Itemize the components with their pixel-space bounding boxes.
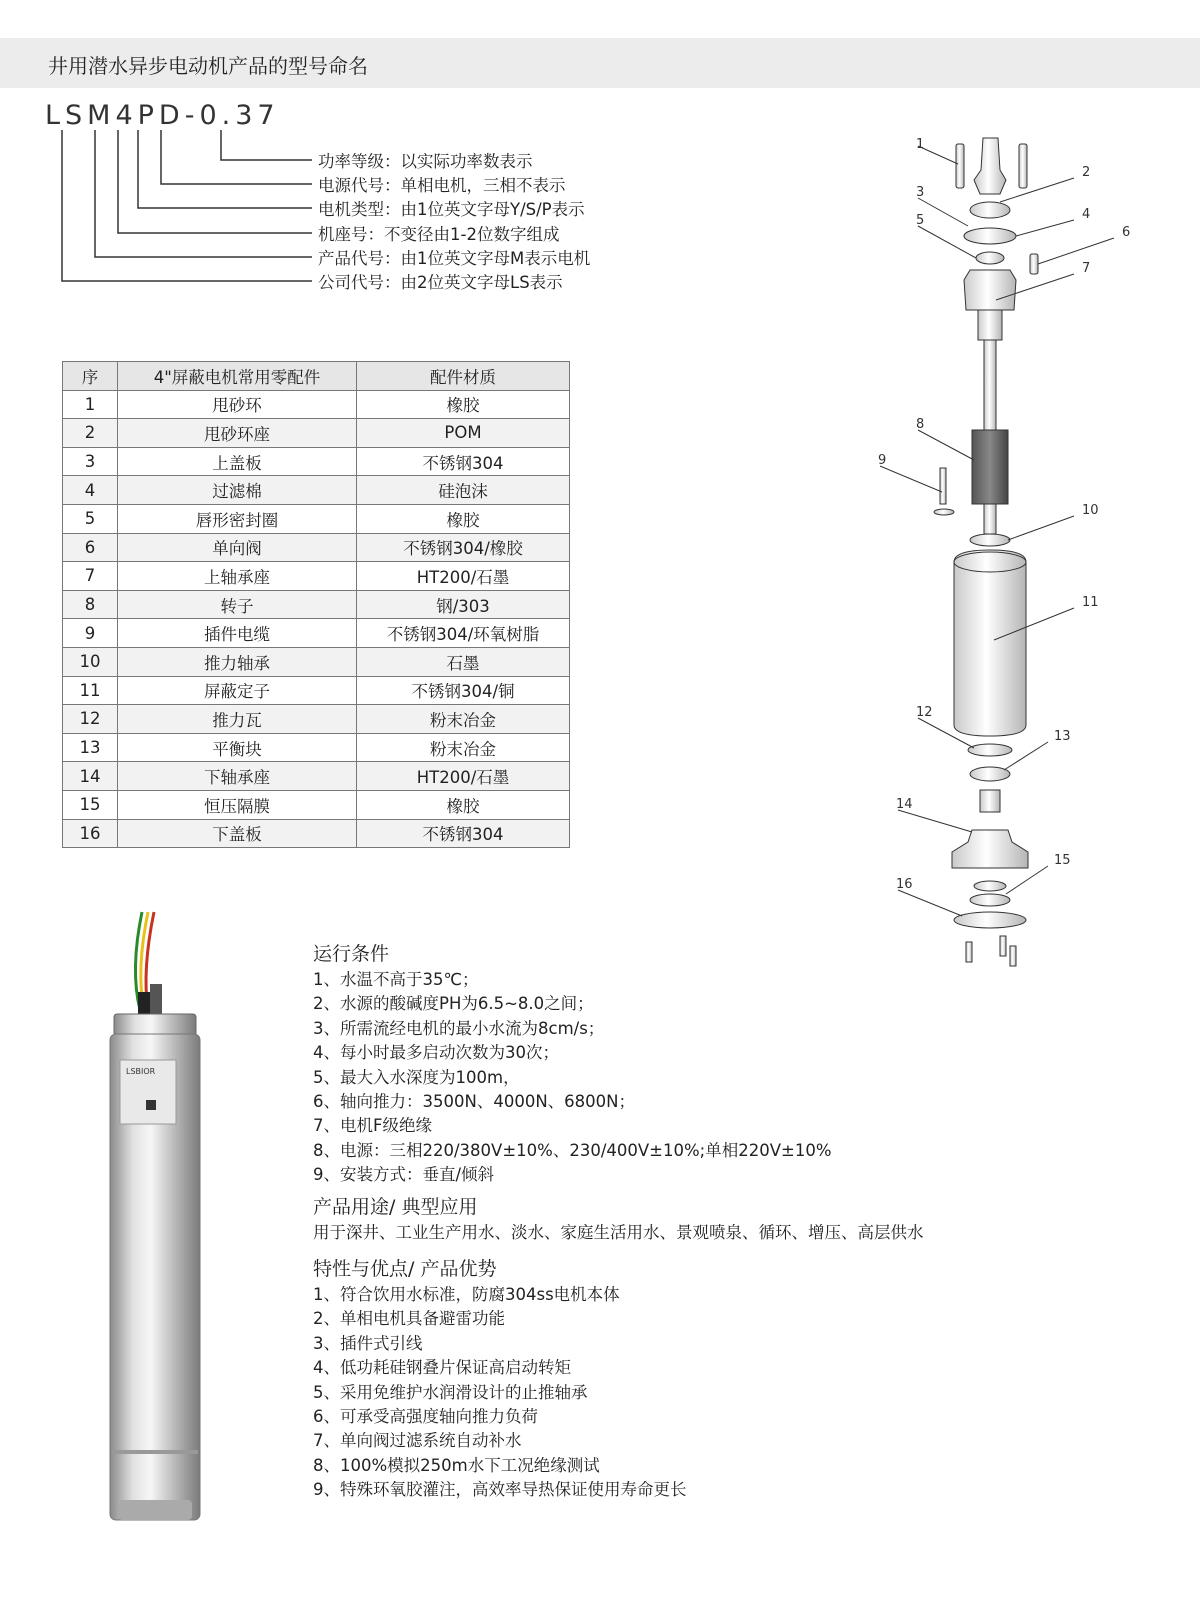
shaft	[984, 340, 996, 430]
part-name: 上盖板	[118, 447, 357, 476]
part-index: 8	[63, 590, 118, 619]
exploded-view-diagram	[878, 130, 1148, 990]
part-material: 橡胶	[357, 790, 570, 819]
list-item: 4、每小时最多启动次数为30次；	[313, 1043, 559, 1063]
part-number-label: 15	[1054, 853, 1071, 868]
model-code: LSM4PD-0.37	[45, 100, 280, 131]
cable-plug-top	[150, 984, 162, 1014]
part-index: 15	[63, 790, 118, 819]
part-number-label: 2	[1082, 165, 1091, 180]
list-item: 4、低功耗硅钢叠片保证高启动转矩	[313, 1358, 571, 1378]
part-index: 6	[63, 533, 118, 562]
part-material: POM	[357, 419, 570, 448]
applications-title: 产品用途/ 典型应用	[313, 1196, 478, 1218]
naming-bracket-lines	[0, 0, 320, 300]
rotor	[972, 430, 1008, 504]
part-name: 下轴承座	[118, 762, 357, 791]
part-material: 硅泡沫	[357, 476, 570, 505]
part-name: 恒压隔膜	[118, 790, 357, 819]
nameplate-brand: LSBIOR	[126, 1067, 156, 1076]
upper-bearing-sleeve	[978, 310, 1002, 340]
nameplate-qr	[146, 1100, 156, 1110]
list-item: 1、符合饮用水标准，防腐304ss电机本体	[313, 1285, 620, 1304]
naming-item-frame: 机座号：不变径由1-2位数字组成	[318, 225, 560, 244]
upper-bearing-seat	[964, 270, 1016, 310]
list-item: 9、安装方式：垂直/倾斜	[313, 1165, 495, 1185]
list-item: 3、所需流经电机的最小水流为8cm/s；	[313, 1018, 605, 1038]
table-row	[63, 676, 570, 705]
list-item: 8、电源：三相220/380V±10%、230/400V±10%;单相220V±10%	[313, 1140, 832, 1160]
naming-item-company: 公司代号：由2位英文字母LS表示	[318, 273, 563, 292]
table-row	[63, 819, 570, 848]
operating-conditions-list	[313, 968, 832, 1188]
part-name: 甩砂环	[118, 390, 357, 419]
bracket-frame	[118, 130, 312, 233]
header-material: 配件材质	[357, 362, 570, 391]
part-index: 9	[63, 619, 118, 648]
part-number-label: 1	[916, 137, 925, 152]
list-item: 7、单向阀过滤系统自动补水	[313, 1431, 522, 1451]
part-number-label: 5	[916, 213, 925, 228]
top-cover-small	[970, 202, 1010, 218]
applications-section	[313, 1193, 924, 1245]
table-row	[63, 790, 570, 819]
lower-bearing-seat	[952, 830, 1028, 868]
part-index: 1	[63, 390, 118, 419]
part-number-label: 12	[916, 705, 933, 720]
top-cover-plate	[964, 228, 1016, 244]
stator-top	[954, 552, 1026, 572]
part-index: 2	[63, 419, 118, 448]
part-name: 过滤棉	[118, 476, 357, 505]
part-material: 不锈钢304/铜	[357, 676, 570, 705]
bracket-company	[62, 130, 312, 281]
part-index: 12	[63, 705, 118, 734]
part-index: 14	[63, 762, 118, 791]
features-title: 特性与优点/ 产品优势	[313, 1258, 497, 1280]
part-material: 不锈钢304	[357, 447, 570, 476]
part-name: 推力轴承	[118, 647, 357, 676]
part-material: 橡胶	[357, 390, 570, 419]
naming-item-type: 电机类型：由1位英文字母Y/S/P表示	[318, 200, 585, 219]
part-name: 屏蔽定子	[118, 676, 357, 705]
list-item: 5、最大入水深度为100m，	[313, 1067, 520, 1087]
bracket-supply	[161, 130, 312, 184]
parts-table	[62, 361, 570, 848]
table-row	[63, 733, 570, 762]
diaphragm	[974, 881, 1006, 891]
part-name: 单向阀	[118, 533, 357, 562]
naming-item-power: 功率等级：以实际功率数表示	[318, 152, 533, 171]
sand-ring	[974, 138, 1006, 194]
check-valve	[1030, 254, 1038, 274]
list-item: 8、100%模拟250m水下工况绝缘测试	[313, 1455, 600, 1475]
table-row	[63, 705, 570, 734]
motor-bottom-cap	[118, 1500, 192, 1520]
part-name: 平衡块	[118, 733, 357, 762]
part-number-label: 9	[878, 453, 887, 468]
list-item: 2、水源的酸碱度PH为6.5~8.0之间；	[313, 994, 594, 1014]
part-material: 橡胶	[357, 504, 570, 533]
part-index: 7	[63, 562, 118, 591]
bottom-screw-3	[1010, 946, 1016, 966]
part-material: 粉末冶金	[357, 705, 570, 734]
operating-conditions-title: 运行条件	[313, 943, 390, 965]
part-name: 唇形密封圈	[118, 504, 357, 533]
part-material: 钢/303	[357, 590, 570, 619]
bottom-screw-1	[966, 942, 972, 962]
thrust-bearing	[970, 534, 1010, 546]
table-row	[63, 533, 570, 562]
part-index: 11	[63, 676, 118, 705]
lower-sleeve	[980, 790, 1000, 812]
part-index: 13	[63, 733, 118, 762]
bracket-power	[221, 130, 312, 160]
applications-text: 用于深井、工业生产用水、淡水、家庭生活用水、景观喷泉、循环、增压、高层供水	[313, 1223, 924, 1242]
part-name: 转子	[118, 590, 357, 619]
part-number-label: 6	[1122, 225, 1131, 240]
list-item: 5、采用免维护水润滑设计的止推轴承	[313, 1382, 588, 1402]
part-number-label: 4	[1082, 207, 1091, 222]
cable-plug	[138, 992, 150, 1016]
balance-block	[970, 767, 1010, 781]
list-item: 9、特殊环氧胶灌注，高效率导热保证使用寿命更长	[313, 1480, 687, 1500]
parts-table-body	[63, 390, 570, 848]
lip-seal	[976, 252, 1004, 264]
part-index: 10	[63, 647, 118, 676]
part-index: 5	[63, 504, 118, 533]
motor-product-image	[100, 910, 210, 1530]
part-name: 推力瓦	[118, 705, 357, 734]
diaphragm-seat	[970, 894, 1010, 906]
thrust-pad	[968, 744, 1012, 756]
table-row	[63, 476, 570, 505]
page-title: 井用潜水异步电动机产品的型号命名	[48, 54, 368, 78]
part-number-label: 7	[1082, 261, 1091, 276]
shaft-lower	[984, 504, 996, 534]
motor-bottom-ring	[112, 1450, 198, 1454]
bottom-screw-2	[1000, 936, 1006, 956]
naming-item-product: 产品代号：由1位英文字母M表示电机	[318, 249, 591, 268]
part-material: 不锈钢304/橡胶	[357, 533, 570, 562]
part-material: HT200/石墨	[357, 562, 570, 591]
features-section	[313, 1255, 687, 1503]
part-index: 4	[63, 476, 118, 505]
part-material: HT200/石墨	[357, 762, 570, 791]
operating-conditions-section	[313, 940, 832, 1188]
list-item: 7、电机F级绝缘	[313, 1116, 432, 1136]
table-row	[63, 590, 570, 619]
part-number-label: 16	[896, 877, 913, 892]
table-row	[63, 419, 570, 448]
list-item: 6、轴向推力：3500N、4000N、6800N；	[313, 1092, 635, 1112]
part-name: 下盖板	[118, 819, 357, 848]
table-row	[63, 647, 570, 676]
table-header-row	[63, 362, 570, 391]
list-item: 3、插件式引线	[313, 1333, 423, 1353]
part-number-label: 10	[1082, 503, 1099, 518]
top-pin-right	[1019, 144, 1027, 188]
bracket-type	[138, 130, 312, 208]
list-item: 2、单相电机具备避雷功能	[313, 1309, 505, 1329]
part-name: 插件电缆	[118, 619, 357, 648]
part-material: 石墨	[357, 647, 570, 676]
table-row	[63, 619, 570, 648]
header-part: 4"屏蔽电机常用零配件	[118, 362, 357, 391]
plug-cable-collar	[934, 509, 954, 515]
naming-item-supply: 电源代号：单相电机，三相不表示	[318, 176, 566, 195]
header-index: 序	[63, 362, 118, 391]
motor-top-cap	[114, 1014, 196, 1036]
part-number-label: 3	[916, 185, 925, 200]
bottom-cover	[954, 912, 1026, 928]
features-list	[313, 1283, 687, 1503]
table-row	[63, 504, 570, 533]
shielded-stator	[954, 550, 1026, 736]
table-row	[63, 390, 570, 419]
list-item: 1、水温不高于35℃；	[313, 970, 479, 989]
part-material: 粉末冶金	[357, 733, 570, 762]
plug-cable	[940, 468, 946, 504]
part-number-label: 11	[1082, 595, 1099, 610]
part-material: 不锈钢304	[357, 819, 570, 848]
part-name: 上轴承座	[118, 562, 357, 591]
table-row	[63, 447, 570, 476]
part-number-label: 13	[1054, 729, 1071, 744]
part-material: 不锈钢304/环氧树脂	[357, 619, 570, 648]
top-pin-left	[956, 144, 964, 188]
bracket-product	[95, 130, 312, 257]
table-row	[63, 762, 570, 791]
part-number-label: 8	[916, 417, 925, 432]
list-item: 6、可承受高强度轴向推力负荷	[313, 1407, 538, 1427]
part-index: 3	[63, 447, 118, 476]
part-name: 甩砂环座	[118, 419, 357, 448]
table-row	[63, 562, 570, 591]
part-index: 16	[63, 819, 118, 848]
part-number-label: 14	[896, 797, 913, 812]
